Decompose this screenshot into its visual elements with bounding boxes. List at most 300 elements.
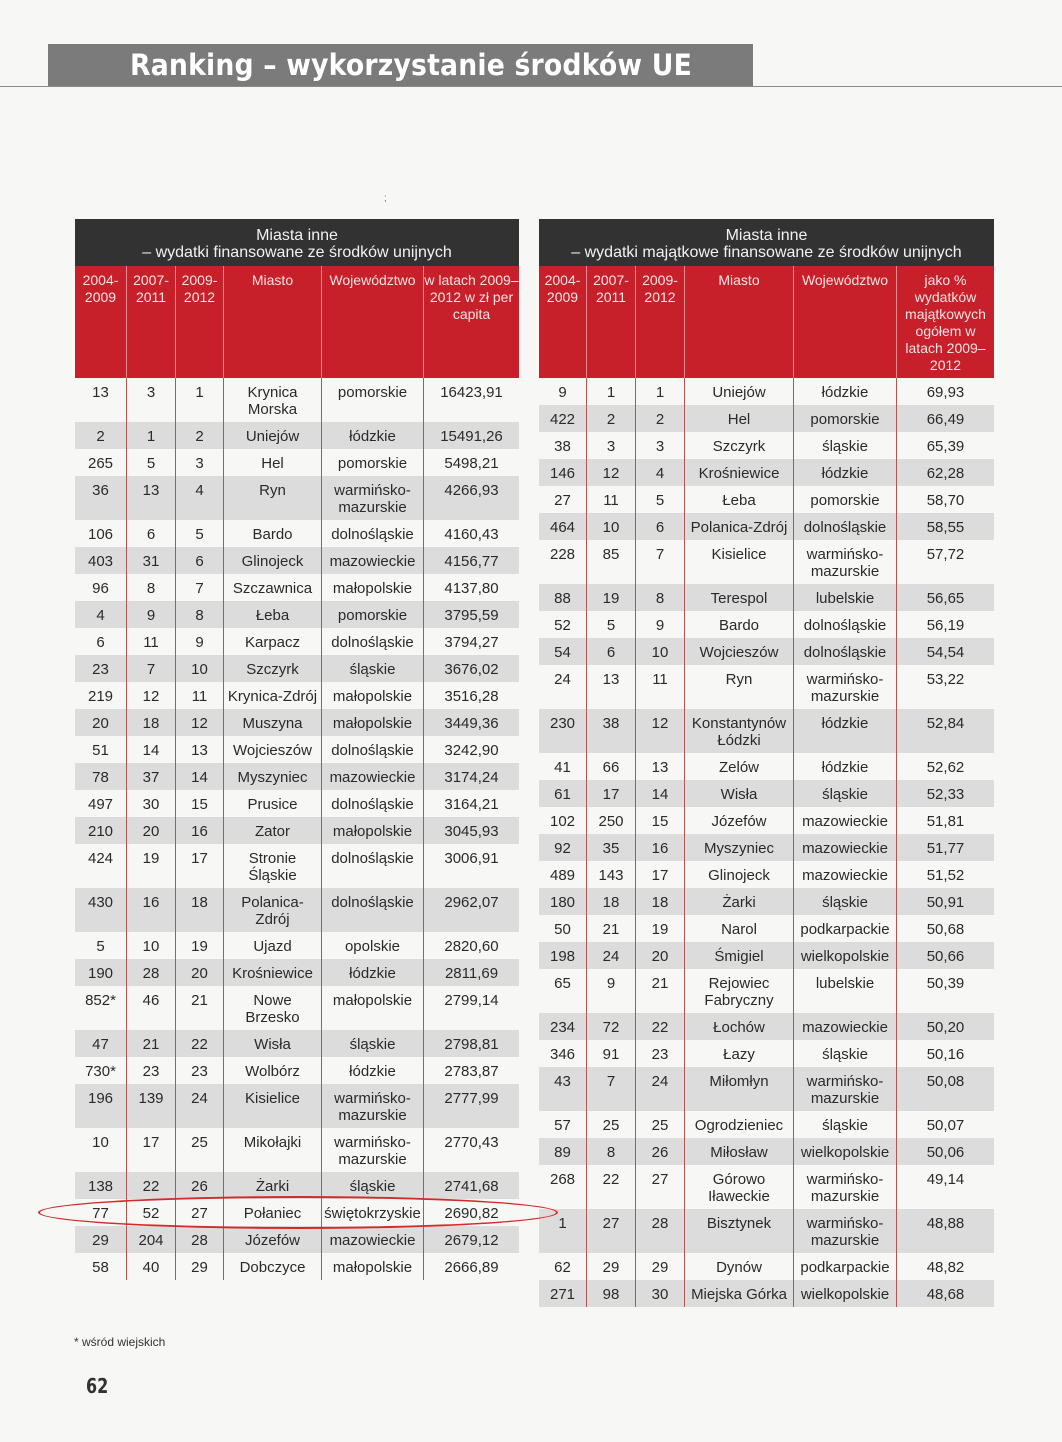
cell-rank-2004-2009: 106 (87, 526, 114, 543)
cell-city: Nowe Brzesko (223, 986, 321, 1030)
cell-rank-2007-2011: 11 (586, 486, 635, 513)
cell-value: 3794,27 (423, 628, 519, 655)
cell-voivodeship: śląskie (321, 1172, 423, 1199)
cell-voivodeship: śląskie (321, 655, 423, 682)
table-row (75, 1057, 519, 1084)
col-header-2004-2009: 2004-2009 (82, 272, 119, 305)
cell-voivodeship: dolnośląskie (321, 888, 423, 932)
cell-value: 52,33 (896, 780, 994, 807)
cell-rank-2007-2011: 22 (586, 1165, 635, 1209)
cell-value: 51,81 (896, 807, 994, 834)
cell-city: Szczyrk (223, 655, 321, 682)
cell-city: Glinojeck (684, 861, 793, 888)
cell-rank-2004-2009: 5 (96, 938, 105, 955)
page-number: 62 (86, 1374, 109, 1398)
cell-voivodeship: wielkopolskie (793, 1280, 896, 1307)
table-row (539, 405, 994, 432)
table-row (539, 888, 994, 915)
cell-rank-2009-2012: 23 (635, 1040, 684, 1067)
cell-rank-2004-2009: 29 (92, 1232, 109, 1249)
cell-rank-2004-2009: 228 (549, 546, 576, 563)
cell-rank-2007-2011: 22 (126, 1172, 175, 1199)
cell-rank-2007-2011: 1 (586, 378, 635, 405)
cell-rank-2004-2009: 852* (85, 992, 116, 1009)
cell-value: 4137,80 (423, 574, 519, 601)
cell-rank-2004-2009: 24 (554, 671, 571, 688)
cell-rank-2007-2011: 250 (586, 807, 635, 834)
col-header-wojewodztwo: Województwo (793, 266, 896, 378)
cell-value: 3045,93 (423, 817, 519, 844)
title-rule (0, 86, 1062, 87)
cell-rank-2009-2012: 1 (635, 378, 684, 405)
cell-voivodeship: małopolskie (321, 682, 423, 709)
cell-rank-2004-2009: 58 (92, 1259, 109, 1276)
cell-rank-2007-2011: 3 (586, 432, 635, 459)
cell-city: Ryn (223, 476, 321, 520)
table-row (75, 888, 519, 932)
cell-voivodeship: pomorskie (321, 449, 423, 476)
cell-city: Miłosław (684, 1138, 793, 1165)
cell-value: 66,49 (896, 405, 994, 432)
table-row (75, 1128, 519, 1172)
cell-rank-2007-2011: 1 (126, 422, 175, 449)
cell-rank-2009-2012: 15 (175, 790, 223, 817)
cell-rank-2009-2012: 28 (635, 1209, 684, 1253)
cell-rank-2009-2012: 21 (175, 986, 223, 1030)
cell-value: 57,72 (896, 540, 994, 584)
cell-value: 2811,69 (423, 959, 519, 986)
cell-value: 56,19 (896, 611, 994, 638)
cell-voivodeship: warmińsko-mazurskie (321, 476, 423, 520)
cell-value: 50,66 (896, 942, 994, 969)
cell-rank-2007-2011: 19 (586, 584, 635, 611)
cell-city: Wojcieszów (223, 736, 321, 763)
cell-voivodeship: lubelskie (793, 584, 896, 611)
table-row (75, 449, 519, 476)
cell-city: Myszyniec (223, 763, 321, 790)
cell-value: 2741,68 (423, 1172, 519, 1199)
cell-rank-2004-2009: 36 (92, 482, 109, 499)
cell-voivodeship: małopolskie (321, 1253, 423, 1280)
table-row (75, 932, 519, 959)
cell-rank-2004-2009: 78 (92, 769, 109, 786)
cell-rank-2009-2012: 9 (175, 628, 223, 655)
cell-rank-2004-2009: 464 (549, 519, 576, 536)
cell-city: Rejowiec Fabryczny (684, 969, 793, 1013)
cell-rank-2004-2009: 102 (549, 813, 576, 830)
cell-rank-2004-2009: 234 (549, 1019, 576, 1036)
cell-voivodeship: dolnośląskie (793, 513, 896, 540)
cell-voivodeship: łódzkie (793, 459, 896, 486)
table-row (539, 807, 994, 834)
table-row (539, 861, 994, 888)
cell-rank-2007-2011: 10 (586, 513, 635, 540)
cell-city: Żarki (223, 1172, 321, 1199)
cell-value: 2666,89 (423, 1253, 519, 1280)
cell-voivodeship: małopolskie (321, 817, 423, 844)
cell-value: 3676,02 (423, 655, 519, 682)
cell-rank-2007-2011: 30 (126, 790, 175, 817)
cell-rank-2007-2011: 91 (586, 1040, 635, 1067)
cell-rank-2009-2012: 6 (635, 513, 684, 540)
cell-voivodeship: warmińsko-mazurskie (793, 1067, 896, 1111)
cell-value: 50,06 (896, 1138, 994, 1165)
cell-city: Myszyniec (684, 834, 793, 861)
table-row (75, 378, 519, 422)
cell-value: 48,82 (896, 1253, 994, 1280)
cell-voivodeship: małopolskie (321, 574, 423, 601)
cell-voivodeship: dolnośląskie (321, 790, 423, 817)
cell-rank-2004-2009: 92 (554, 840, 571, 857)
cell-value: 50,16 (896, 1040, 994, 1067)
table-row (75, 736, 519, 763)
cell-rank-2004-2009: 138 (87, 1178, 114, 1195)
cell-rank-2007-2011: 21 (126, 1030, 175, 1057)
cell-rank-2007-2011: 85 (586, 540, 635, 584)
cell-value: 4160,43 (423, 520, 519, 547)
cell-rank-2007-2011: 17 (126, 1128, 175, 1172)
cell-city: Szczawnica (223, 574, 321, 601)
table-row (539, 1040, 994, 1067)
cell-rank-2004-2009: 430 (87, 894, 114, 911)
cell-value: 50,07 (896, 1111, 994, 1138)
cell-rank-2009-2012: 20 (635, 942, 684, 969)
cell-rank-2007-2011: 3 (126, 378, 175, 422)
cell-rank-2009-2012: 16 (635, 834, 684, 861)
cell-city: Połaniec (223, 1199, 321, 1226)
cell-rank-2007-2011: 13 (586, 665, 635, 709)
cell-rank-2009-2012: 18 (175, 888, 223, 932)
cell-city: Łeba (223, 601, 321, 628)
footnote: * wśród wiejskich (74, 1335, 166, 1349)
cell-voivodeship: śląskie (793, 1040, 896, 1067)
cell-city: Ujazd (223, 932, 321, 959)
cell-value: 50,91 (896, 888, 994, 915)
cell-value: 58,55 (896, 513, 994, 540)
cell-voivodeship: wielkopolskie (793, 1138, 896, 1165)
right-table-title-line2: – wydatki majątkowe finansowane ze środków unijnych (571, 244, 962, 261)
cell-city: Józefów (684, 807, 793, 834)
cell-rank-2007-2011: 20 (126, 817, 175, 844)
cell-value: 53,22 (896, 665, 994, 709)
cell-voivodeship: małopolskie (321, 709, 423, 736)
cell-rank-2004-2009: 497 (87, 796, 114, 813)
cell-rank-2004-2009: 196 (87, 1090, 114, 1107)
cell-value: 2690,82 (423, 1199, 519, 1226)
cell-rank-2007-2011: 143 (586, 861, 635, 888)
cell-rank-2009-2012: 20 (175, 959, 223, 986)
table-row (75, 547, 519, 574)
table-row (75, 844, 519, 888)
table-row (75, 520, 519, 547)
cell-rank-2007-2011: 5 (126, 449, 175, 476)
cell-rank-2009-2012: 30 (635, 1280, 684, 1307)
cell-rank-2007-2011: 35 (586, 834, 635, 861)
cell-rank-2007-2011: 27 (586, 1209, 635, 1253)
cell-rank-2007-2011: 98 (586, 1280, 635, 1307)
cell-rank-2004-2009: 52 (554, 617, 571, 634)
table-row (75, 790, 519, 817)
cell-voivodeship: łódzkie (793, 753, 896, 780)
cell-voivodeship: pomorskie (321, 601, 423, 628)
cell-voivodeship: małopolskie (321, 986, 423, 1030)
col-header-miasto: Miasto (223, 266, 321, 378)
cell-value: 2962,07 (423, 888, 519, 932)
cell-voivodeship: śląskie (793, 888, 896, 915)
cell-rank-2009-2012: 22 (635, 1013, 684, 1040)
cell-value: 51,52 (896, 861, 994, 888)
table-row (75, 422, 519, 449)
cell-rank-2009-2012: 6 (175, 547, 223, 574)
cell-voivodeship: dolnośląskie (793, 638, 896, 665)
cell-value: 2798,81 (423, 1030, 519, 1057)
cell-rank-2007-2011: 204 (126, 1226, 175, 1253)
table-row (75, 763, 519, 790)
cell-rank-2007-2011: 2 (586, 405, 635, 432)
cell-rank-2009-2012: 12 (635, 709, 684, 753)
cell-rank-2009-2012: 10 (635, 638, 684, 665)
cell-rank-2007-2011: 18 (126, 709, 175, 736)
table-row (539, 1280, 994, 1307)
col-header-2007-2011: 2007-2011 (586, 266, 635, 378)
cell-rank-2004-2009: 38 (554, 438, 571, 455)
cell-rank-2009-2012: 14 (175, 763, 223, 790)
cell-rank-2007-2011: 72 (586, 1013, 635, 1040)
cell-rank-2007-2011: 5 (586, 611, 635, 638)
cell-value: 4266,93 (423, 476, 519, 520)
cell-value: 50,20 (896, 1013, 994, 1040)
cell-rank-2009-2012: 15 (635, 807, 684, 834)
cell-city: Ogrodzieniec (684, 1111, 793, 1138)
table-row (75, 601, 519, 628)
table-row (75, 709, 519, 736)
cell-city: Stronie Śląskie (223, 844, 321, 888)
cell-city: Krynica-Zdrój (223, 682, 321, 709)
cell-voivodeship: mazowieckie (793, 1013, 896, 1040)
cell-city: Śmigiel (684, 942, 793, 969)
cell-city: Krynica Morska (223, 378, 321, 422)
page-title: Ranking – wykorzystanie środków UE (130, 48, 692, 82)
col-header-2009-2012: 2009-2012 (175, 266, 223, 378)
cell-rank-2007-2011: 6 (586, 638, 635, 665)
cell-city: Hel (684, 405, 793, 432)
cell-voivodeship: podkarpackie (793, 915, 896, 942)
cell-rank-2009-2012: 2 (635, 405, 684, 432)
cell-rank-2004-2009: 180 (549, 894, 576, 911)
table-row (539, 942, 994, 969)
cell-rank-2007-2011: 7 (586, 1067, 635, 1111)
cell-rank-2004-2009: 489 (549, 867, 576, 884)
cell-city: Narol (684, 915, 793, 942)
cell-rank-2009-2012: 7 (635, 540, 684, 584)
cell-value: 2783,87 (423, 1057, 519, 1084)
table-row (539, 709, 994, 753)
cell-voivodeship: łódzkie (793, 709, 896, 753)
cell-city: Prusice (223, 790, 321, 817)
cell-rank-2007-2011: 11 (126, 628, 175, 655)
cell-rank-2009-2012: 11 (635, 665, 684, 709)
cell-city: Miejska Górka (684, 1280, 793, 1307)
cell-city: Wolbórz (223, 1057, 321, 1084)
table-row (539, 1013, 994, 1040)
cell-voivodeship: warmińsko-mazurskie (321, 1128, 423, 1172)
right-table-body (539, 378, 994, 1307)
table-row (539, 665, 994, 709)
cell-value: 3516,28 (423, 682, 519, 709)
table-row (75, 682, 519, 709)
cell-rank-2004-2009: 50 (554, 921, 571, 938)
cell-value: 56,65 (896, 584, 994, 611)
cell-rank-2004-2009: 54 (554, 644, 571, 661)
cell-rank-2007-2011: 139 (126, 1084, 175, 1128)
table-row (75, 1253, 519, 1280)
cell-rank-2004-2009: 146 (549, 465, 576, 482)
cell-rank-2004-2009: 424 (87, 850, 114, 867)
cell-voivodeship: dolnośląskie (321, 736, 423, 763)
right-table-title (539, 219, 994, 266)
table-row (75, 817, 519, 844)
cell-value: 4156,77 (423, 547, 519, 574)
cell-rank-2004-2009: 190 (87, 965, 114, 982)
cell-rank-2009-2012: 26 (175, 1172, 223, 1199)
cell-rank-2009-2012: 25 (175, 1128, 223, 1172)
table-row (539, 1209, 994, 1253)
cell-city: Bardo (684, 611, 793, 638)
cell-rank-2004-2009: 62 (554, 1259, 571, 1276)
table-row (539, 753, 994, 780)
cell-value: 52,84 (896, 709, 994, 753)
cell-voivodeship: pomorskie (793, 486, 896, 513)
cell-city: Dynów (684, 1253, 793, 1280)
cell-rank-2007-2011: 66 (586, 753, 635, 780)
cell-voivodeship: świętokrzyskie (321, 1199, 423, 1226)
right-table (539, 219, 994, 1307)
cell-rank-2004-2009: 271 (549, 1286, 576, 1303)
cell-city: Wisła (223, 1030, 321, 1057)
cell-city: Górowo Iławeckie (684, 1165, 793, 1209)
cell-rank-2009-2012: 27 (635, 1165, 684, 1209)
cell-rank-2009-2012: 18 (635, 888, 684, 915)
cell-value: 2799,14 (423, 986, 519, 1030)
cell-rank-2004-2009: 346 (549, 1046, 576, 1063)
col-header-2007-2011: 2007-2011 (126, 266, 175, 378)
cell-value: 50,68 (896, 915, 994, 942)
cell-voivodeship: łódzkie (793, 378, 896, 405)
table-row (75, 1226, 519, 1253)
cell-rank-2009-2012: 29 (175, 1253, 223, 1280)
table-row (539, 513, 994, 540)
cell-rank-2009-2012: 8 (635, 584, 684, 611)
cell-rank-2007-2011: 12 (126, 682, 175, 709)
table-row (75, 476, 519, 520)
left-table-header (75, 266, 519, 378)
cell-rank-2007-2011: 37 (126, 763, 175, 790)
left-table-title-line2: – wydatki finansowane ze środków unijnych (142, 244, 452, 261)
cell-rank-2009-2012: 23 (175, 1057, 223, 1084)
cell-rank-2007-2011: 23 (126, 1057, 175, 1084)
cell-value: 2820,60 (423, 932, 519, 959)
cell-voivodeship: lubelskie (793, 969, 896, 1013)
right-table-title-line1: Miasta inne (725, 227, 808, 244)
cell-value: 5498,21 (423, 449, 519, 476)
cell-rank-2009-2012: 2 (175, 422, 223, 449)
cell-rank-2004-2009: 61 (554, 786, 571, 803)
cell-voivodeship: dolnośląskie (321, 844, 423, 888)
cell-city: Miłomłyn (684, 1067, 793, 1111)
cell-rank-2009-2012: 29 (635, 1253, 684, 1280)
table-row (75, 1030, 519, 1057)
cell-rank-2009-2012: 10 (175, 655, 223, 682)
cell-value: 49,14 (896, 1165, 994, 1209)
cell-value: 48,68 (896, 1280, 994, 1307)
cell-rank-2009-2012: 7 (175, 574, 223, 601)
cell-voivodeship: pomorskie (321, 378, 423, 422)
table-row (75, 655, 519, 682)
cell-rank-2009-2012: 5 (635, 486, 684, 513)
cell-rank-2007-2011: 12 (586, 459, 635, 486)
table-row (539, 1067, 994, 1111)
cell-city: Dobczyce (223, 1253, 321, 1280)
table-row (539, 486, 994, 513)
cell-voivodeship: łódzkie (321, 959, 423, 986)
cell-value: 3449,36 (423, 709, 519, 736)
table-row (539, 611, 994, 638)
cell-city: Łazy (684, 1040, 793, 1067)
cell-value: 65,39 (896, 432, 994, 459)
cell-city: Józefów (223, 1226, 321, 1253)
cell-rank-2009-2012: 24 (635, 1067, 684, 1111)
left-table-title-line1: Miasta inne (256, 227, 338, 244)
table-row (539, 378, 994, 405)
table-row (539, 969, 994, 1013)
cell-value: 3174,24 (423, 763, 519, 790)
cell-city: Uniejów (684, 378, 793, 405)
cell-rank-2004-2009: 210 (87, 823, 114, 840)
cell-rank-2007-2011: 7 (126, 655, 175, 682)
cell-rank-2004-2009: 96 (92, 580, 109, 597)
cell-voivodeship: pomorskie (793, 405, 896, 432)
cell-value: 16423,91 (423, 378, 519, 422)
cell-rank-2007-2011: 8 (586, 1138, 635, 1165)
cell-rank-2007-2011: 21 (586, 915, 635, 942)
cell-rank-2009-2012: 17 (635, 861, 684, 888)
cell-rank-2004-2009: 47 (92, 1036, 109, 1053)
cell-rank-2007-2011: 46 (126, 986, 175, 1030)
cell-rank-2007-2011: 29 (586, 1253, 635, 1280)
cell-rank-2004-2009: 77 (92, 1205, 109, 1222)
cell-city: Ryn (684, 665, 793, 709)
table-row (75, 1172, 519, 1199)
col-header-miasto: Miasto (684, 266, 793, 378)
cell-rank-2004-2009: 265 (87, 455, 114, 472)
cell-city: Łochów (684, 1013, 793, 1040)
cell-city: Karpacz (223, 628, 321, 655)
cell-voivodeship: mazowieckie (321, 1226, 423, 1253)
cell-rank-2007-2011: 13 (126, 476, 175, 520)
cell-voivodeship: dolnośląskie (321, 520, 423, 547)
cell-city: Kisielice (684, 540, 793, 584)
cell-rank-2004-2009: 6 (96, 634, 105, 651)
table-row (539, 1111, 994, 1138)
cell-rank-2009-2012: 4 (635, 459, 684, 486)
cell-value: 62,28 (896, 459, 994, 486)
cell-rank-2004-2009: 57 (554, 1117, 571, 1134)
cell-rank-2007-2011: 38 (586, 709, 635, 753)
cell-rank-2007-2011: 9 (586, 969, 635, 1013)
cell-rank-2004-2009: 27 (554, 492, 571, 509)
cell-city: Krośniewice (223, 959, 321, 986)
cell-rank-2009-2012: 25 (635, 1111, 684, 1138)
